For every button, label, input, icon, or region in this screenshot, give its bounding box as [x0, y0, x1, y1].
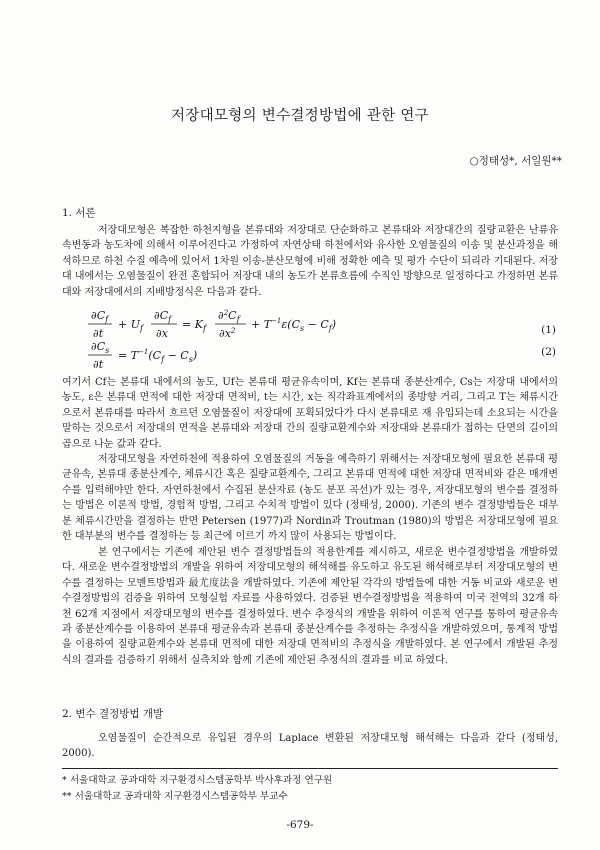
- author-line: ○정태성*, 서일원**: [469, 155, 562, 167]
- svg-text:∂t: ∂t: [93, 327, 104, 340]
- equation-1-graphic: [88, 307, 448, 341]
- equation-2-number: (2): [541, 346, 556, 358]
- equation-1-number: (1): [541, 324, 556, 336]
- paragraph-study-overview-text: 본 연구에서는 기존에 제안된 변수 결정방법들의 적용한계를 제시하고, 새로운 변수결정방법을 개발하였다. 새로운 변수결정방법의 개발을 위하여 저장대모형의 해석해를 유도하고 유도된 해석해로부터 저장대모형의 변수를 결정하는 모멘트방법과 最尤度法을 개발하였다. 기존에 제안된 각각의 방법들에 대한 거동 비교와 새로운 변수결정방법의 검증을 위하여 모형실험 자료를 사용하였다. 검증된 변수결정방법을 적용하여 미국 전역의 32개 하천 62개 지점에서 저장대모형의 변수를 결정하였다. 변수 추정식의 개발을 위하여 이론적 연구를 통하여 평균유속과 종분산계수를 이용하여 본류대 평균유속과 본류대 종분산계수를 추정하는 추정식을 개발하였으며, 통계적 방법을 이용하여 질량교환계수와 본류대 면적에 대한 저장대 면적비의 추정식을 개발하였다. 본 연구에서 개발된 추정식의 결과를 검증하기 위해서 실측치와 함께 기존에 제안된 추정식의 결과를 비교 하였다.: [62, 547, 558, 666]
- svg-text:∂Cf: $\partial C_f$: [154, 309, 172, 324]
- paragraph-study-overview: [62, 545, 558, 668]
- paragraph-variable-definitions: 여기서 Cf는 본류대 내에서의 농도, Uf는 본류대 평균유속이며, Kf는 본류대 종분산계수, Cs는 저장대 내에서의 농도, ε은 본류대 면적에 대한 저장대 면적비, t는 시간, x는 직각좌표계에서의 종방향 거리, 그리고 T는 체류시간으로서 본류대를 따라서 흐르던 오염물질이 저장대에 포획되었다가 다시 본류대로 재 유입되는데 소요되는 시간을 말하는 것으로서 저장대의 면적을 본류대와 저장대 간의 질량교환계수와 저장대와 본류대가 접하는 단면의 길이의 곱으로 나눈 값과 같다.: [62, 377, 558, 450]
- paper-title: 저장대모형의 변수결정방법에 관한 연구: [171, 108, 429, 124]
- svg-text:∂t: ∂t: [93, 358, 104, 371]
- svg-text:∂Cf: $\partial C_f$: [91, 309, 109, 324]
- paragraph-intro-1-text: 저장대모형은 복잡한 하천지형을 본류대와 저장대로 단순화하고 본류대와 저장대간의 질량교환은 난류유속변동과 농도차에 의해서 이루어진다고 가정하여 자연상태 하천에서와 유사한 오염물질의 이송 및 분산과정을 해석하므로 하천 수질 예측에 있어서 1차원 이송-분산모형에 비해 정확한 예측 및 평가 수단이 되리라 기대된다. 저장대 내에서는 오염물질이 완전 혼합되어 저장대 내의 농도가 본류흐름에 수직인 방향으로 일정하다고 가정하면 본류대와 저장대에서의 지배방정식은 다음과 같다.: [62, 225, 558, 298]
- svg-text:∂Cs: $\partial C_s$: [91, 340, 110, 355]
- svg-text:∂2Cf: $\partial^2C_f$: [218, 309, 240, 324]
- section-heading-method-development: 2. 변수 결정방법 개발: [62, 708, 164, 720]
- paragraph-existing-methods-text: 저장대모형을 자연하천에 적용하여 오염물질의 거동을 예측하기 위해서는 저장대모형에 필요한 본류대 평균유속, 본류대 종분산계수, 체류시간 혹은 질량교환계수, 그리고 본류대 면적에 대한 저장대 면적비와 같은 매개변수를 입력해야만 한다. 자연하천에서 수집된 분산자료 (농도 분포 곡선)가 있는 경우, 저장대모형의 변수를 결정하는 방법은 이론적 방법, 경험적 방법, 그리고 수치적 방법이 있다 (정태성, 2000). 기존의 변수 결정방법들은 대부분 체류시간만을 결정하는 반면 Petersen (1977)과 Nordin과 Troutman (1980)의 방법은 저장대모형에 필요한 대부분의 변수를 결정하는 등 최근에 이르기 까지 많이 사용되는 방법이다.: [62, 454, 558, 543]
- footnote-divider: [62, 768, 558, 769]
- paragraph-existing-methods: [62, 452, 558, 544]
- paragraph-analytical-solution-text: 오염물질이 순간적으로 유입된 경우의 Laplace 변환된 저장대모형 해석해는 다음과 같다 (정태성, 2000).: [62, 733, 558, 760]
- svg-text:+ Uf: + $U_f$: [118, 318, 143, 333]
- paragraph-analytical-solution: [62, 731, 558, 762]
- page-number: -679-: [286, 819, 314, 831]
- footnote-2: ** 서울대학교 공과대학 지구환경시스템공학부 부교수: [62, 791, 288, 802]
- footnote-1: * 서울대학교 공과대학 지구환경시스템공학부 박사후과정 연구원: [62, 775, 333, 786]
- svg-text:∂x2: $\partial x^2$: [219, 327, 236, 340]
- svg-text:= Kf: = $K_f$: [182, 318, 206, 333]
- equation-2: [88, 338, 288, 375]
- svg-text:= T−1(Cf − Cs): = $T^{-1}(C_f - C_s)$: [118, 348, 198, 364]
- paragraph-intro-1: [62, 223, 558, 300]
- svg-text:+ T−1ε(Cs − Cf): + $T^{-1}\varepsilon(C_s - C_f)$: [251, 317, 337, 333]
- section-heading-introduction: 1. 서론: [62, 207, 96, 219]
- svg-text:∂x: ∂x: [156, 327, 168, 340]
- equation-2-graphic: [88, 338, 288, 372]
